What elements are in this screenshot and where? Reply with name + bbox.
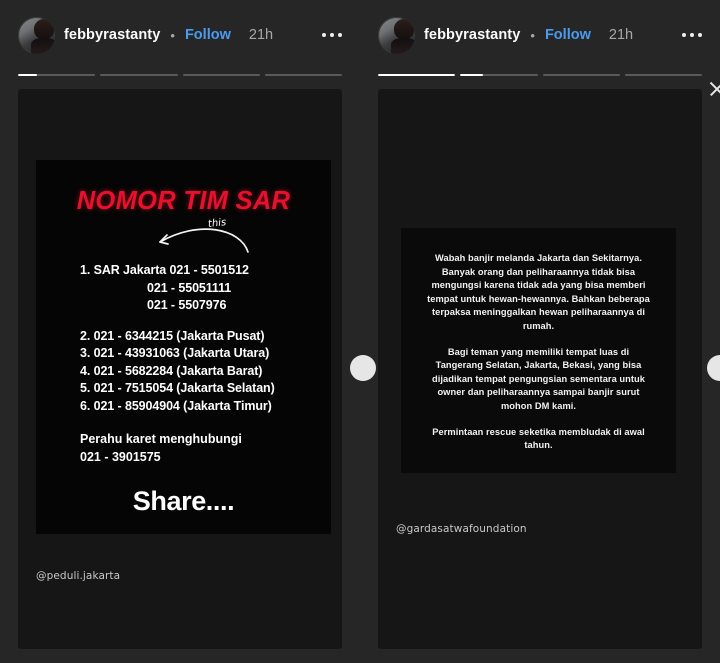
more-options-icon[interactable] [320, 27, 344, 43]
sar-line: 1. SAR Jakarta 021 - 5501512 [80, 263, 249, 277]
username-label[interactable]: febbyrastanty [424, 27, 521, 43]
avatar[interactable] [18, 17, 55, 54]
sar-line: 5. 021 - 7515054 (Jakarta Selatan) [80, 381, 275, 395]
progress-segment[interactable] [18, 74, 95, 77]
progress-segment[interactable] [183, 74, 260, 77]
story-content-right[interactable] [378, 89, 702, 649]
progress-segment[interactable] [265, 74, 342, 77]
progress-segment[interactable] [625, 74, 702, 77]
timestamp-label: 21h [608, 27, 634, 43]
sar-info-card [36, 160, 331, 534]
follow-button[interactable]: Follow [544, 27, 591, 43]
progress-segment[interactable] [100, 74, 177, 77]
more-dot [330, 33, 334, 37]
previous-story-button[interactable] [350, 355, 376, 381]
sar-line: 021 - 55051111 [147, 280, 232, 295]
sar-line: 2. 021 - 6344215 (Jakarta Pusat) [80, 328, 265, 343]
annotation-text: this [207, 217, 227, 230]
close-icon[interactable] [708, 78, 720, 100]
username-label[interactable]: febbyrastanty [64, 27, 161, 43]
story-header-right [360, 0, 720, 70]
announcement-paragraph: Permintaan rescue seketika membludak di awal tahun. [432, 426, 645, 451]
sar-line: 021 - 5507976 [147, 298, 227, 312]
progress-segment[interactable] [460, 74, 537, 77]
announcement-card [401, 228, 676, 473]
sar-boat-label: Perahu karet menghubungi [80, 432, 242, 446]
sar-card-title: NOMOR TIM SAR [76, 187, 291, 215]
separator-dot: • [170, 27, 175, 43]
progress-segment[interactable] [378, 74, 455, 77]
follow-button[interactable]: Follow [184, 27, 231, 43]
more-dot [682, 33, 686, 37]
more-options-icon[interactable] [680, 27, 704, 43]
story-content-left[interactable] [18, 89, 342, 649]
avatar[interactable] [378, 17, 415, 54]
sar-line: 3. 021 - 43931063 (Jakarta Utara) [80, 346, 270, 360]
handwritten-annotation [36, 216, 331, 260]
sar-boat-number: 021 - 3901575 [80, 449, 161, 464]
story-panel-right [360, 0, 720, 663]
separator-dot: • [530, 27, 535, 43]
sar-line: 6. 021 - 85904904 (Jakarta Timur) [80, 398, 272, 413]
sar-boat-contact [36, 431, 331, 466]
announcement-paragraph: Wabah banjir melanda Jakarta dan Sekitarnya. Banyak orang dan peliharaannya tidak bisa mengungsi karena tidak ada yang bisa memberi tempat untuk hewan-hewannya. Bahkan beberapa terpaksa meninggalkan hewan peliharaannya di rumah. [427, 253, 650, 331]
sar-line: 4. 021 - 5682284 (Jakarta Barat) [80, 363, 263, 378]
progress-bar-left [0, 70, 360, 80]
sar-number-group-1 [36, 262, 331, 415]
progress-segment[interactable] [543, 74, 620, 77]
story-caption-right: @gardasatwafoundation [396, 523, 527, 535]
announcement-paragraph: Bagi teman yang memiliki tempat luas di Tangerang Selatan, Jakarta, Bekasi, yang bisa dijadikan tempat pengungsian sementara untuk owner dan peliharaannya sampai banjir surut mohon DM kami. [432, 346, 645, 411]
timestamp-label: 21h [248, 27, 274, 43]
more-dot [690, 33, 694, 37]
more-dot [322, 33, 326, 37]
story-header-left [0, 0, 360, 70]
share-call-to-action: Share.... [132, 486, 235, 516]
more-dot [338, 33, 342, 37]
story-caption-left: @peduli.jakarta [36, 570, 121, 582]
progress-bar-right [360, 70, 720, 80]
more-dot [698, 33, 702, 37]
curved-arrow-icon [136, 222, 256, 258]
